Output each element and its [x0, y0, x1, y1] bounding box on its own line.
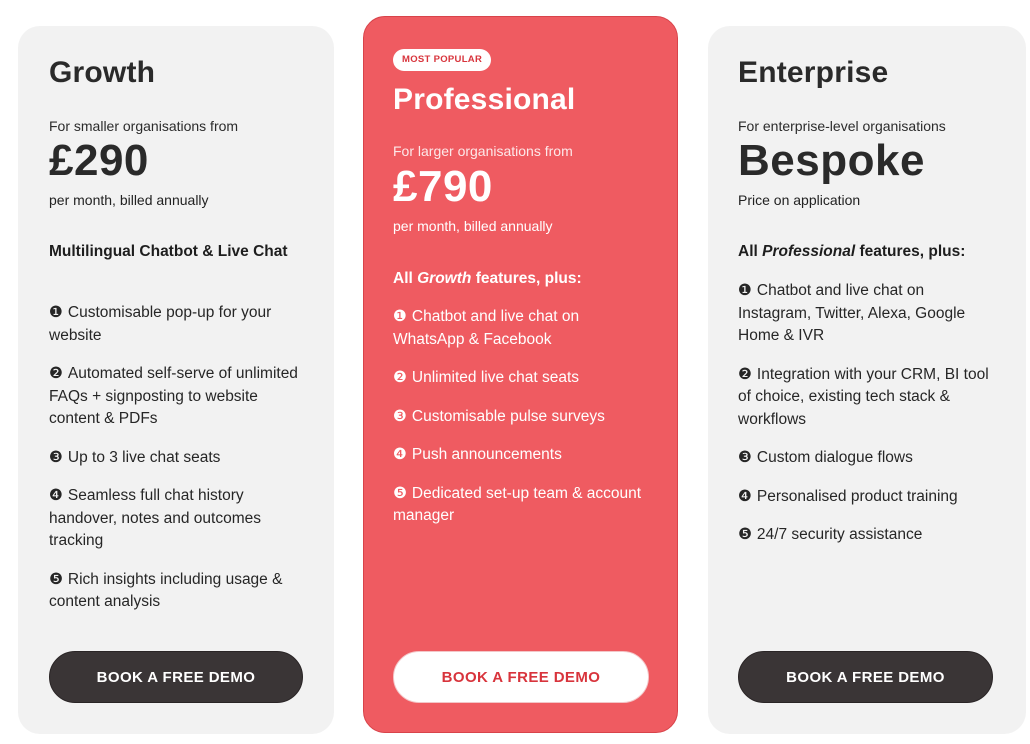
feature-text: Unlimited live chat seats [411, 369, 580, 386]
heading-prefix: All [738, 243, 758, 260]
feature-item [738, 364, 1000, 432]
feature-text: Custom dialogue flows [756, 449, 913, 466]
feature-number: ❶ [738, 282, 752, 299]
feature-number: ❷ [738, 365, 752, 383]
feature-text: Customisable pop-up for your website [49, 304, 272, 344]
feature-item [49, 485, 311, 553]
feature-item [393, 483, 643, 528]
feature-number: ❹ [738, 487, 752, 505]
plan-name: Professional [393, 83, 576, 116]
feature-item [49, 363, 311, 431]
plan-name: Enterprise [738, 56, 889, 89]
plan-features-heading [393, 267, 582, 290]
feature-number: ❸ [738, 449, 752, 466]
feature-list [49, 302, 311, 630]
feature-text: 24/7 security assistance [756, 526, 923, 543]
plan-price: £790 [393, 162, 493, 211]
plan-subtitle: For smaller organisations from [49, 118, 239, 134]
plan-card-enterprise [708, 26, 1026, 734]
feature-list [393, 306, 643, 544]
feature-item [738, 486, 1000, 509]
feature-number: ❺ [49, 570, 63, 588]
feature-text: Rich insights including usage & content analysis [49, 570, 283, 610]
heading-suffix: features, plus: [475, 270, 582, 287]
feature-text: Customisable pulse surveys [411, 407, 605, 425]
feature-number: ❷ [49, 365, 63, 382]
feature-text: Seamless full chat history handover, notes and outcomes tracking [49, 487, 261, 549]
feature-text: Automated self-serve of unlimited FAQs + signposting to website content & PDFs [49, 365, 298, 427]
feature-item [49, 569, 311, 614]
feature-item [738, 447, 1000, 470]
plan-features-heading: Multilingual Chatbot & Live Chat [49, 243, 288, 260]
feature-number: ❶ [49, 304, 63, 321]
plan-card-growth [18, 26, 334, 734]
most-popular-badge: MOST POPULAR [393, 49, 491, 71]
book-demo-button-professional[interactable]: BOOK A FREE DEMO [393, 651, 649, 703]
plan-price: £290 [49, 136, 149, 185]
heading-prefix: All [393, 270, 413, 287]
plan-price: Bespoke [738, 136, 925, 185]
feature-text: Integration with your CRM, BI tool of choice, existing tech stack & workflows [738, 365, 989, 428]
plan-billing: Price on application [738, 192, 861, 208]
feature-number: ❷ [393, 369, 407, 386]
feature-text: Chatbot and live chat on WhatsApp & Facebook [393, 308, 580, 348]
feature-item [738, 524, 1000, 547]
plan-billing: per month, billed annually [393, 218, 553, 234]
feature-text: Personalised product training [756, 487, 958, 505]
feature-number: ❺ [393, 484, 407, 502]
feature-item [738, 280, 1000, 348]
heading-plan-name: Growth [417, 270, 472, 287]
feature-number: ❸ [393, 407, 407, 425]
feature-item [393, 367, 643, 390]
book-demo-button-enterprise[interactable]: BOOK A FREE DEMO [738, 651, 993, 703]
feature-number: ❺ [738, 526, 752, 543]
feature-item [393, 306, 643, 351]
plan-name: Growth [49, 56, 156, 89]
plan-subtitle: For enterprise-level organisations [738, 118, 946, 134]
feature-text: Up to 3 live chat seats [67, 448, 221, 466]
plan-card-professional [363, 16, 678, 733]
feature-item [393, 406, 643, 429]
heading-suffix: features, plus: [859, 243, 966, 260]
feature-text: Chatbot and live chat on Instagram, Twitter, Alexa, Google Home & IVR [738, 282, 966, 344]
plan-subtitle: For larger organisations from [393, 143, 573, 159]
plan-billing: per month, billed annually [49, 192, 209, 208]
plan-features-heading [738, 240, 965, 263]
feature-item [393, 444, 643, 467]
feature-number: ❹ [49, 487, 63, 504]
feature-list [738, 280, 1000, 563]
book-demo-button-growth[interactable]: BOOK A FREE DEMO [49, 651, 303, 703]
feature-text: Dedicated set-up team & account manager [393, 484, 642, 524]
feature-number: ❹ [393, 446, 407, 463]
heading-plan-name: Professional [762, 243, 856, 260]
feature-number: ❸ [49, 448, 63, 466]
feature-number: ❶ [393, 308, 407, 325]
feature-item [49, 447, 311, 470]
feature-item [49, 302, 311, 347]
feature-text: Push announcements [411, 446, 562, 463]
